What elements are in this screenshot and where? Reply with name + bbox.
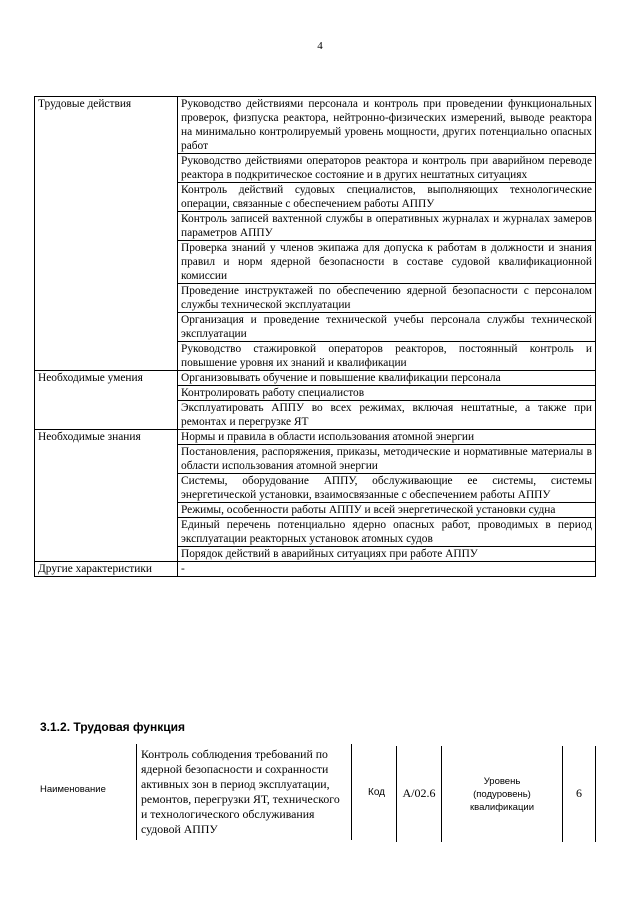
section-item: Контроль действий судовых специалистов, выполняющих технологические операции, связанные с обеспечением работы АППУ: [178, 183, 596, 212]
section-heading: Трудовые действия: [35, 97, 178, 371]
section-item: Руководство стажировкой операторов реакторов, постоянный контроль и повышение уровня их знаний и квалификации: [178, 342, 596, 371]
section-item: Системы, оборудование АППУ, обслуживающие ее системы, системы энергетической установки, взаимосвязанные с обеспечением работы АППУ: [178, 474, 596, 503]
function-name-value: Контроль соблюдения требований по ядерной безопасности и сохранности активных зон в период эксплуатации, ремонтов, перегрузки ЯТ, технического и технологического обслуживания судовой АППУ: [136, 744, 352, 840]
table-row: [35, 430, 596, 445]
section-item: Контроль записей вахтенной службы в оперативных журналах и журналах замеров параметров АППУ: [178, 212, 596, 241]
section-item: Нормы и правила в области использования атомной энергии: [178, 430, 596, 445]
section-item: Проведение инструктажей по обеспечению ядерной безопасности с персоналом службы технической эксплуатации: [178, 284, 596, 313]
section-item: -: [178, 562, 596, 577]
section-item: Контролировать работу специалистов: [178, 386, 596, 401]
section-heading: Необходимые умения: [35, 371, 178, 430]
function-characteristics-table: [34, 96, 596, 577]
section-item: Порядок действий в аварийных ситуациях при работе АППУ: [178, 547, 596, 562]
section-item: Проверка знаний у членов экипажа для допуска к работам в должности и знания правил и норм ядерной безопасности в составе судовой квалификационной комиссии: [178, 241, 596, 284]
section-item: Постановления, распоряжения, приказы, методические и нормативные материалы в области использования атомной энергии: [178, 445, 596, 474]
qualification-level-value: 6: [562, 746, 596, 842]
section-heading: Необходимые знания: [35, 430, 178, 562]
section-heading: Другие характеристики: [35, 562, 178, 577]
code-label: Код: [368, 787, 386, 798]
section-item: Руководство действиями операторов реактора и контроль при аварийном переводе реактора в подкритическое состояние и в других нештатных ситуациях: [178, 154, 596, 183]
table-row: [35, 97, 596, 154]
section-item: Единый перечень потенциально ядерно опасных работ, проводимых в период эксплуатации реакторных установок атомных судов: [178, 518, 596, 547]
code-value: А/02.6: [396, 746, 442, 842]
function-title: 3.1.2. Трудовая функция: [40, 720, 185, 734]
qualification-level-label: Уровень (подуровень) квалификации: [469, 776, 535, 813]
table-row: [35, 371, 596, 386]
section-item: Организация и проведение технической учебы персонала службы технической эксплуатации: [178, 313, 596, 342]
section-item: Организовывать обучение и повышение квалификации персонала: [178, 371, 596, 386]
page-number: 4: [317, 40, 323, 52]
table-row: [35, 562, 596, 577]
name-label: Наименование: [40, 784, 106, 795]
section-item: Режимы, особенности работы АППУ и всей энергетической установки судна: [178, 503, 596, 518]
section-item: Руководство действиями персонала и контроль при проведении функциональных проверок, физпуска реактора, нейтронно-физических измерений, выводе реактора на минимально контролируемый уровень мощности, других потенциально опасных работ: [178, 97, 596, 154]
section-item: Эксплуатировать АППУ во всех режимах, включая нештатные, а также при ремонтах и перегрузке ЯТ: [178, 401, 596, 430]
